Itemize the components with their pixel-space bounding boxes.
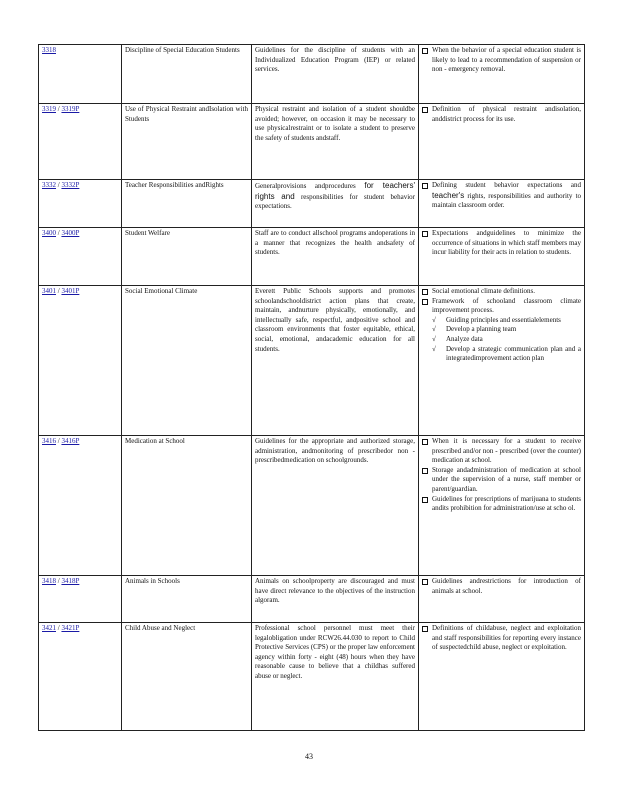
sub-list-item-text: Develop a planning team: [446, 325, 517, 334]
page-number: 43: [305, 752, 313, 761]
policy-link[interactable]: 3332: [42, 181, 56, 189]
list-item: [422, 229, 581, 258]
procedure-link[interactable]: 3421P: [61, 624, 80, 632]
bullet-box-icon: [422, 468, 428, 474]
policy-purpose: [252, 286, 419, 436]
policy-purpose-text: Animals on schoolproperty are discouraged and must have direct relevance to the objectives of the instruction algoram.: [255, 577, 415, 605]
policy-link[interactable]: 3421: [42, 624, 56, 632]
list-item: [422, 105, 581, 124]
list-item: [422, 46, 581, 75]
policy-purpose: [252, 104, 419, 180]
policy-code-cell: 3400 / 3400P: [39, 228, 122, 286]
checkmark-icon: √: [432, 344, 436, 353]
list-item: [422, 437, 581, 466]
list-item: [422, 577, 581, 596]
list-item-text: Guidelines for prescriptions of marijuana to students andits prohibition for administration/use at scho ol.: [432, 494, 581, 513]
purpose-text-emphasis: for teachers' rights and: [255, 181, 415, 201]
policy-purpose: [252, 576, 419, 623]
table-row: [39, 228, 585, 286]
policy-title-text: Medication at School: [125, 437, 185, 445]
bullet-box-icon: [422, 439, 428, 445]
policy-items: [419, 228, 585, 286]
list-item: [422, 181, 581, 211]
policy-items: [419, 576, 585, 623]
procedure-link[interactable]: 3319P: [61, 105, 80, 113]
table-row: [39, 180, 585, 228]
policy-link[interactable]: 3418: [42, 577, 56, 585]
bullet-box-icon: [422, 231, 428, 237]
checkmark-icon: √: [432, 334, 436, 343]
list-item-text: Defining student behavior expectations and: [432, 181, 581, 189]
list-item-text: rights, responsibilities and authority to maintain classroom order.: [432, 191, 582, 210]
policy-purpose-text: Guidelines for the discipline of students with an Individualized Education Program (IEP) or related services.: [255, 46, 415, 74]
list-item: [422, 624, 581, 653]
policy-title: [122, 436, 252, 576]
policy-purpose: [252, 436, 419, 576]
policy-code-cell: 3416 / 3416P: [39, 436, 122, 576]
list-item: [422, 466, 581, 495]
table-row: [39, 576, 585, 623]
bullet-box-icon: [422, 107, 428, 113]
sub-list-item-text: Analyze data: [446, 334, 483, 343]
table-row: [39, 286, 585, 436]
policy-items: [419, 45, 585, 104]
sub-list-item-text: Guiding principles and essentialelements: [446, 315, 561, 324]
policy-code-cell: 3418 / 3418P: [39, 576, 122, 623]
table-row: [39, 623, 585, 731]
checkmark-icon: √: [432, 325, 436, 334]
policy-title-text: Discipline of Special Education Students: [125, 46, 240, 54]
policy-items: [419, 623, 585, 731]
policy-code-cell: 3401 / 3401P: [39, 286, 122, 436]
policy-purpose-text: [255, 181, 415, 212]
policy-title-text: Social Emotional Climate: [125, 287, 198, 295]
list-item-text: Storage andadministration of medication at school under the supervision of a nurse, staff member or parent/guardian.: [432, 465, 581, 493]
list-item-text: Guidelines andrestrictions for introduction of animals at school.: [432, 577, 581, 595]
policy-title-text: Animals in Schools: [125, 577, 180, 585]
bullet-box-icon: [422, 183, 428, 189]
policy-title: [122, 286, 252, 436]
policy-code-cell: 3319 / 3319P: [39, 104, 122, 180]
policy-title: [122, 45, 252, 104]
list-item-text: Definition of physical restraint andisolation, anddistrict process for its use.: [432, 105, 581, 123]
bullet-box-icon: [422, 299, 428, 305]
sub-list-item: [432, 335, 581, 345]
policy-purpose-text: Physical restraint and isolation of a student shouldbe avoided; however, on occasion it may be necessary to use physicalrestraint or to isolate a student to preserve the safety of students andstaff.: [255, 105, 415, 142]
policy-link[interactable]: 3319: [42, 105, 56, 113]
sub-list-item: [432, 345, 581, 364]
policy-title: [122, 104, 252, 180]
procedure-link[interactable]: 3418P: [61, 577, 80, 585]
policy-code-cell: [39, 45, 122, 104]
policy-items: [419, 180, 585, 228]
table-row: [39, 45, 585, 104]
sub-list-item: [432, 316, 581, 326]
procedure-link[interactable]: 3332P: [61, 181, 80, 189]
policy-purpose-text: Professional school personnel must meet their legalobligation under RCW26.44.030 to report to Child Protective Services (CPS) or the proper law enforcement agency within forty - eight (48) hours when they have reasonable cause to believe that a childhas suffered abuse or neglect.: [255, 624, 415, 680]
list-item: [422, 495, 581, 514]
policy-items: [419, 104, 585, 180]
list-item-text: Definitions of childabuse, neglect and exploitation and staff responsibilities for reporting every instance of suspectedchild abuse, neglect or exploitation.: [432, 624, 581, 652]
policy-title-text: Use of Physical Restraint andIsolation with Students: [125, 105, 248, 123]
policy-purpose: [252, 180, 419, 228]
table-row: [39, 104, 585, 180]
policy-link[interactable]: 3400: [42, 229, 56, 237]
list-item-text: When the behavior of a special education student is likely to lead to a recommendation of suspension or non - emergency removal.: [432, 46, 581, 74]
list-item-text: Framework of schooland classroom climate improvement process.: [432, 296, 581, 315]
policy-title: [122, 180, 252, 228]
sub-list-item: [432, 325, 581, 335]
policy-code-cell: 3421 / 3421P: [39, 623, 122, 731]
list-item-text: When it is necessary for a student to receive prescribed and/or non - prescribed (over the counter) medication at school.: [432, 437, 581, 465]
policy-purpose: [252, 623, 419, 731]
policy-link[interactable]: 3318: [42, 46, 56, 54]
table-row: [39, 436, 585, 576]
policy-purpose-text: Everett Public Schools supports and promotes schoolandschooldistrict action plans that create, maintain, andnurture physically, emotionally, and intellectually safe, respectful, andpositive school and classroom environments that foster equitable, ethical, social, emotional, andacademic education for all students.: [255, 287, 415, 353]
policy-link[interactable]: 3416: [42, 437, 56, 445]
policy-purpose: [252, 228, 419, 286]
policy-table: [38, 44, 585, 731]
policy-items: [419, 436, 585, 576]
procedure-link[interactable]: 3400P: [61, 229, 80, 237]
policy-title: [122, 576, 252, 623]
policy-link[interactable]: 3401: [42, 287, 56, 295]
policy-code-cell: 3332 / 3332P: [39, 180, 122, 228]
procedure-link[interactable]: 3401P: [61, 287, 80, 295]
policy-purpose-text: Guidelines for the appropriate and authorized storage, administration, andmonitoring of prescribedor non - prescribedmedication on schoolgrounds.: [255, 437, 415, 465]
bullet-box-icon: [422, 289, 428, 295]
policy-title: [122, 228, 252, 286]
list-item-text: Social emotional climate definitions.: [432, 287, 536, 295]
policy-items: [419, 286, 585, 436]
procedure-link[interactable]: 3416P: [61, 437, 80, 445]
bullet-box-icon: [422, 626, 428, 632]
purpose-text-part: Generalprovisions andprocedures: [255, 182, 356, 190]
list-item: [422, 287, 581, 297]
bullet-box-icon: [422, 579, 428, 585]
policy-title-text: Teacher Responsibilities andRights: [125, 181, 224, 189]
purpose-text-part: responsibilities for student behavior expectations.: [255, 192, 416, 211]
list-item-emphasis: teacher's: [432, 190, 465, 200]
bullet-box-icon: [422, 48, 428, 54]
list-item: [422, 297, 581, 316]
policy-purpose: [252, 45, 419, 104]
policy-title-text: Student Welfare: [125, 229, 170, 237]
policy-title: [122, 623, 252, 731]
list-item-text: Expectations andguidelines to minimize the occurrence of situations in which staff members may incur liability for their acts in relation to students.: [432, 229, 581, 257]
checkmark-icon: √: [432, 315, 436, 324]
policy-title-text: Child Abuse and Neglect: [125, 624, 196, 632]
bullet-box-icon: [422, 497, 428, 503]
sub-list-item-text: Develop a strategic communication plan and a integratedimprovement action plan: [446, 344, 581, 363]
policy-purpose-text: Staff are to conduct allschool programs andoperations in a manner that recognizes the health andsafety of students.: [255, 229, 415, 257]
